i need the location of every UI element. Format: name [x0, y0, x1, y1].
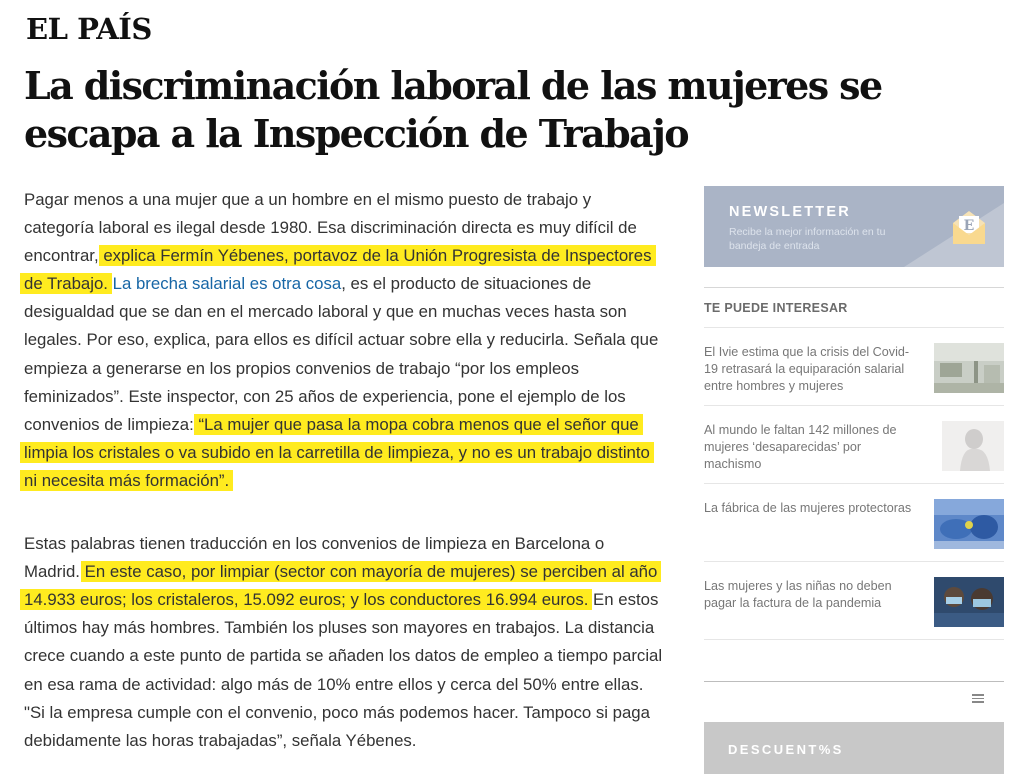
- highlighted-text: En este caso, por limpiar (sector con mayoría de mujeres) se perciben al año 14.933 euros; los cristaleros, 15.092 euros; y los conductores 16.994 euros.: [20, 561, 661, 610]
- related-item-thumbnail[interactable]: [934, 421, 1004, 471]
- paragraph-text: Estas palabras tienen traducción en los convenios de limpieza en Barcelona o Madrid.: [24, 534, 605, 582]
- paragraph-2: [24, 530, 664, 755]
- divider: [704, 287, 1004, 288]
- article-headline: La discriminación laboral de las mujeres se escapa a la Inspección de Trabajo: [24, 63, 882, 156]
- newsletter-banner[interactable]: [704, 186, 1004, 267]
- promo-banner[interactable]: [704, 722, 1004, 774]
- related-item-thumbnail[interactable]: [934, 343, 1004, 393]
- related-item-title[interactable]: Las mujeres y las niñas no deben pagar la factura de la pandemia: [704, 579, 892, 610]
- highlighted-text: explica Fermín Yébenes, portavoz de la Unión Progresista de Inspectores de Trabajo.: [20, 245, 656, 294]
- related-item-thumbnail[interactable]: [934, 577, 1004, 627]
- newsletter-title: NEWSLETTER: [729, 204, 851, 220]
- related-item[interactable]: [704, 406, 1004, 484]
- related-item[interactable]: [704, 328, 1004, 406]
- site-logo[interactable]: EL PAÍS: [26, 12, 152, 46]
- related-item-title[interactable]: Al mundo le faltan 142 millones de mujeres ‘desaparecidas’ por machismo: [704, 423, 897, 471]
- related-item-title[interactable]: El Ivie estima que la crisis del Covid-19 retrasará la equiparación salarial entre hombres y mujeres: [704, 345, 910, 393]
- paragraph-text: Pagar menos a una mujer que a un hombre en el mismo puesto de trabajo y categoría laboral es ilegal desde 1980. Esa discriminación directa es muy difícil de encontrar,: [24, 190, 637, 266]
- svg-text:E: E: [963, 218, 975, 234]
- paragraph-text: , es el producto de situaciones de desigualdad que se dan en el mercado laboral y que en muchas veces hasta son legales. Por eso, explica, para ellos es difícil actuar sobre ella y reducirla. Señala que empieza a generarse en los propios convenios de trabajo “por los empleos feminizados”. Este inspector, con 25 años de experiencia, pone el ejemplo de los convenios de limpieza:: [24, 274, 659, 434]
- highlighted-quote: “La mujer que pasa la mopa cobra menos que el señor que limpia los cristales o va subido en la carretilla de limpieza, y no es un trabajo distinto ni necesita más formación”.: [20, 414, 654, 491]
- related-section-title: TE PUEDE INTERESAR: [704, 301, 848, 315]
- related-item-thumbnail[interactable]: [934, 499, 1004, 549]
- related-list: [704, 328, 1004, 640]
- sidebar: [704, 186, 1004, 757]
- paragraph-text: En estos últimos hay más hombres. También los pluses son mayores en trabajos. La distancia crece cuando a este punto de partida se añaden los datos de empleo a tiempo parcial en esa rama de actividad: algo más de 10% entre ellos y cerca del 50% entre ellas. "Si la empresa cumple con el convenio, poco más podemos hacer. Tampoco si paga debidamente las horas trabajadas”, señala Yébenes.: [24, 590, 663, 750]
- newsletter-envelope-icon: [950, 207, 988, 247]
- related-item-title[interactable]: La fábrica de las mujeres protectoras: [704, 501, 912, 515]
- newsletter-subtitle: Recibe la mejor información en tu bandeja de entrada: [729, 226, 886, 252]
- related-item[interactable]: [704, 484, 1004, 562]
- promo-label: DESCUENT%S: [728, 742, 844, 757]
- divider: [704, 681, 1004, 682]
- related-item[interactable]: [704, 562, 1004, 640]
- paragraph-1: [24, 186, 664, 495]
- article-link-brecha-salarial[interactable]: La brecha salarial es otra cosa: [112, 274, 342, 294]
- article-body: [24, 186, 664, 755]
- menu-lines-icon[interactable]: [972, 694, 984, 703]
